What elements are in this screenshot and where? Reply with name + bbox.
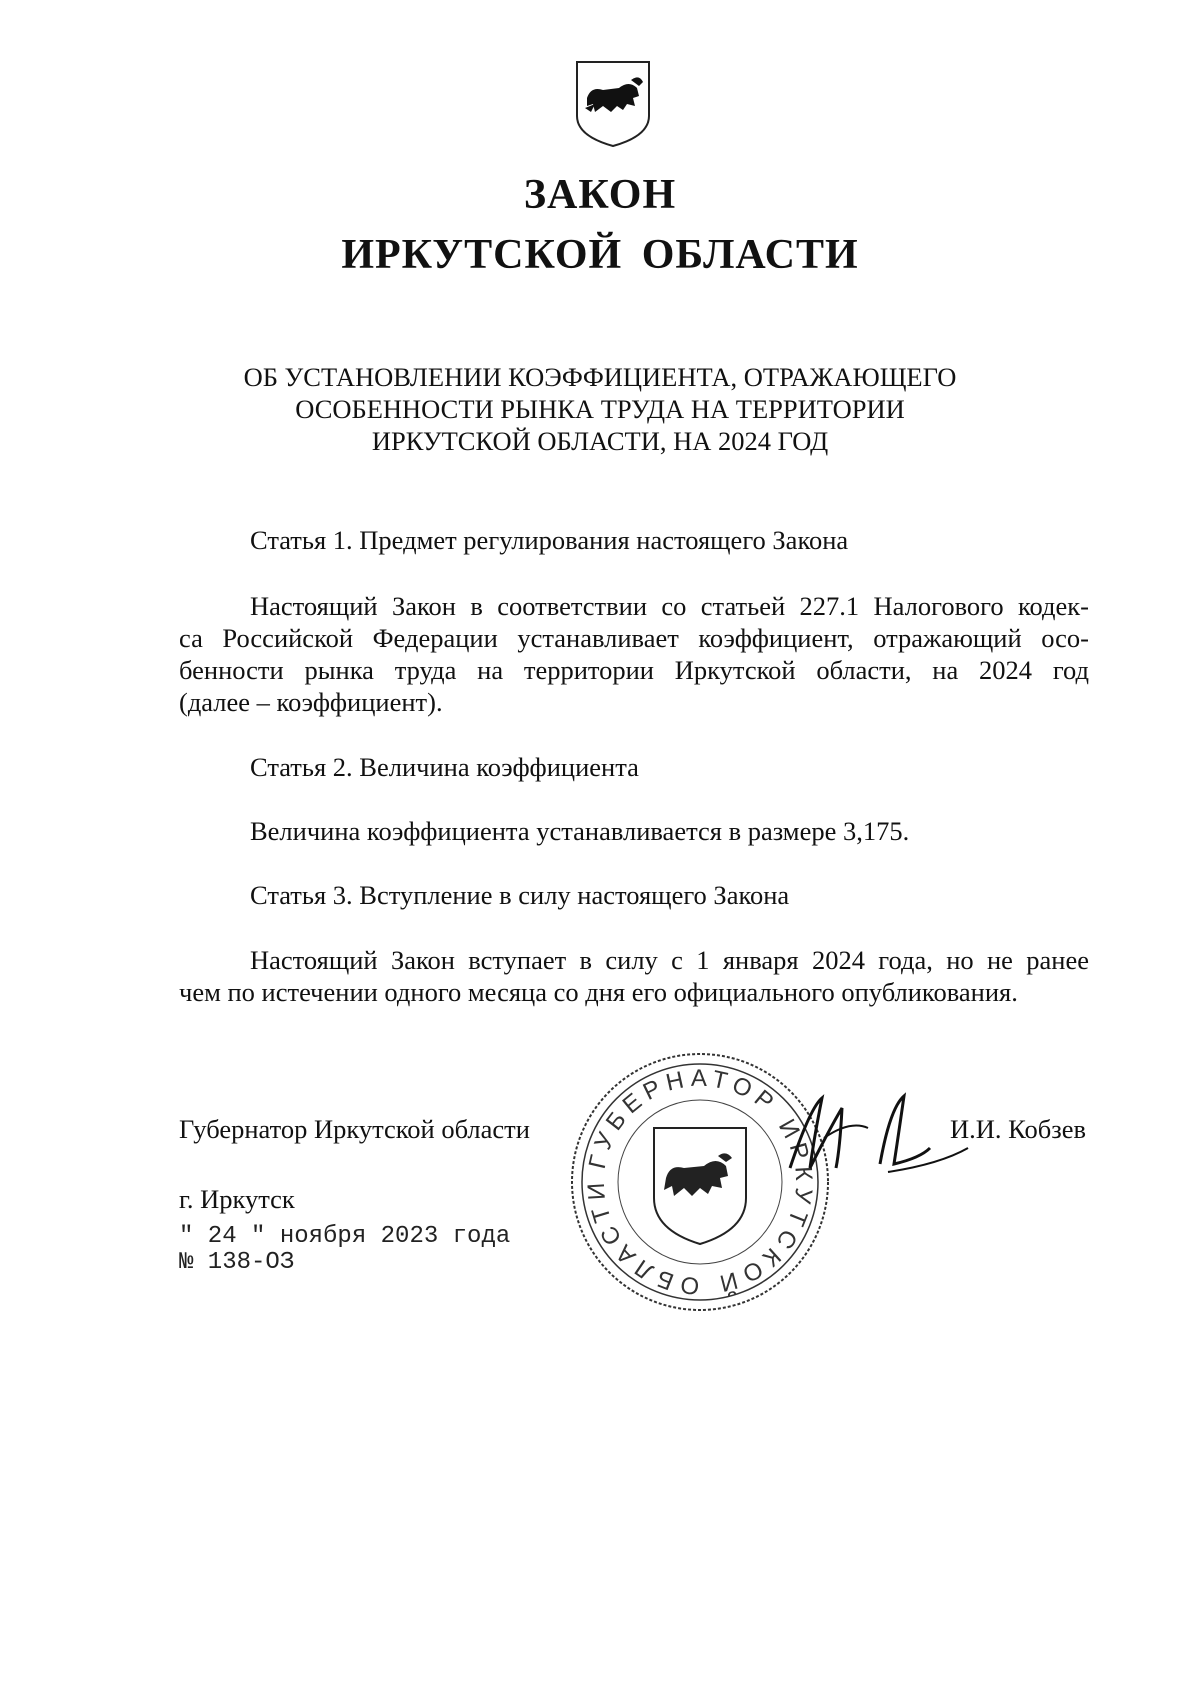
law-subtitle-line-2: ОСОБЕННОСТИ РЫНКА ТРУДА НА ТЕРРИТОРИИ: [295, 394, 905, 424]
region-title: ИРКУТСКОЙ ОБЛАСТИ: [341, 232, 859, 278]
article-1-line-1: Настоящий Закон в соответствии со статьей 227.1 Налогового кодек-: [250, 591, 1089, 621]
seal-text: ГУБЕРНАТОР ИРКУТСКОЙ ОБЛАСТИ: [582, 1064, 818, 1300]
article-3-heading: Статья 3. Вступление в силу настоящего Закона: [250, 880, 790, 910]
governor-name: И.И. Кобзев: [950, 1114, 1086, 1144]
law-number: № 138-ОЗ: [179, 1249, 295, 1276]
article-1-text: [179, 590, 1089, 718]
article-1-line-4: (далее – коэффициент).: [179, 687, 443, 717]
governor-signature: [770, 1068, 970, 1188]
article-3-line-2: чем по истечении одного месяца со дня его официального опубликования.: [179, 977, 1018, 1007]
article-2-heading: Статья 2. Величина коэффициента: [250, 752, 639, 782]
law-subtitle-line-3: ИРКУТСКОЙ ОБЛАСТИ, НА 2024 ГОД: [371, 426, 829, 456]
article-3-text: [179, 944, 1089, 1008]
article-1-line-2: са Российской Федерации устанавливает коэффициент, отражающий осо-: [179, 623, 1089, 653]
article-2-text: Величина коэффициента устанавливается в размере 3,175.: [250, 816, 910, 846]
law-subtitle-line-1: ОБ УСТАНОВЛЕНИИ КОЭФФИЦИЕНТА, ОТРАЖАЮЩЕГО: [243, 362, 957, 392]
law-title: ЗАКОН: [523, 172, 677, 218]
article-1-line-3: бенности рынка труда на территории Иркутской области, на 2024 год: [179, 655, 1089, 685]
signing-date: " 24 " ноября 2023 года: [179, 1223, 511, 1250]
article-3-line-1: Настоящий Закон вступает в силу с 1 января 2024 года, но не ранее: [250, 945, 1089, 975]
coat-of-arms-icon: [573, 58, 653, 150]
governor-title: Губернатор Иркутской области: [179, 1114, 530, 1144]
article-1-heading: Статья 1. Предмет регулирования настоящего Закона: [250, 525, 849, 555]
city-name: г. Иркутск: [179, 1184, 295, 1214]
